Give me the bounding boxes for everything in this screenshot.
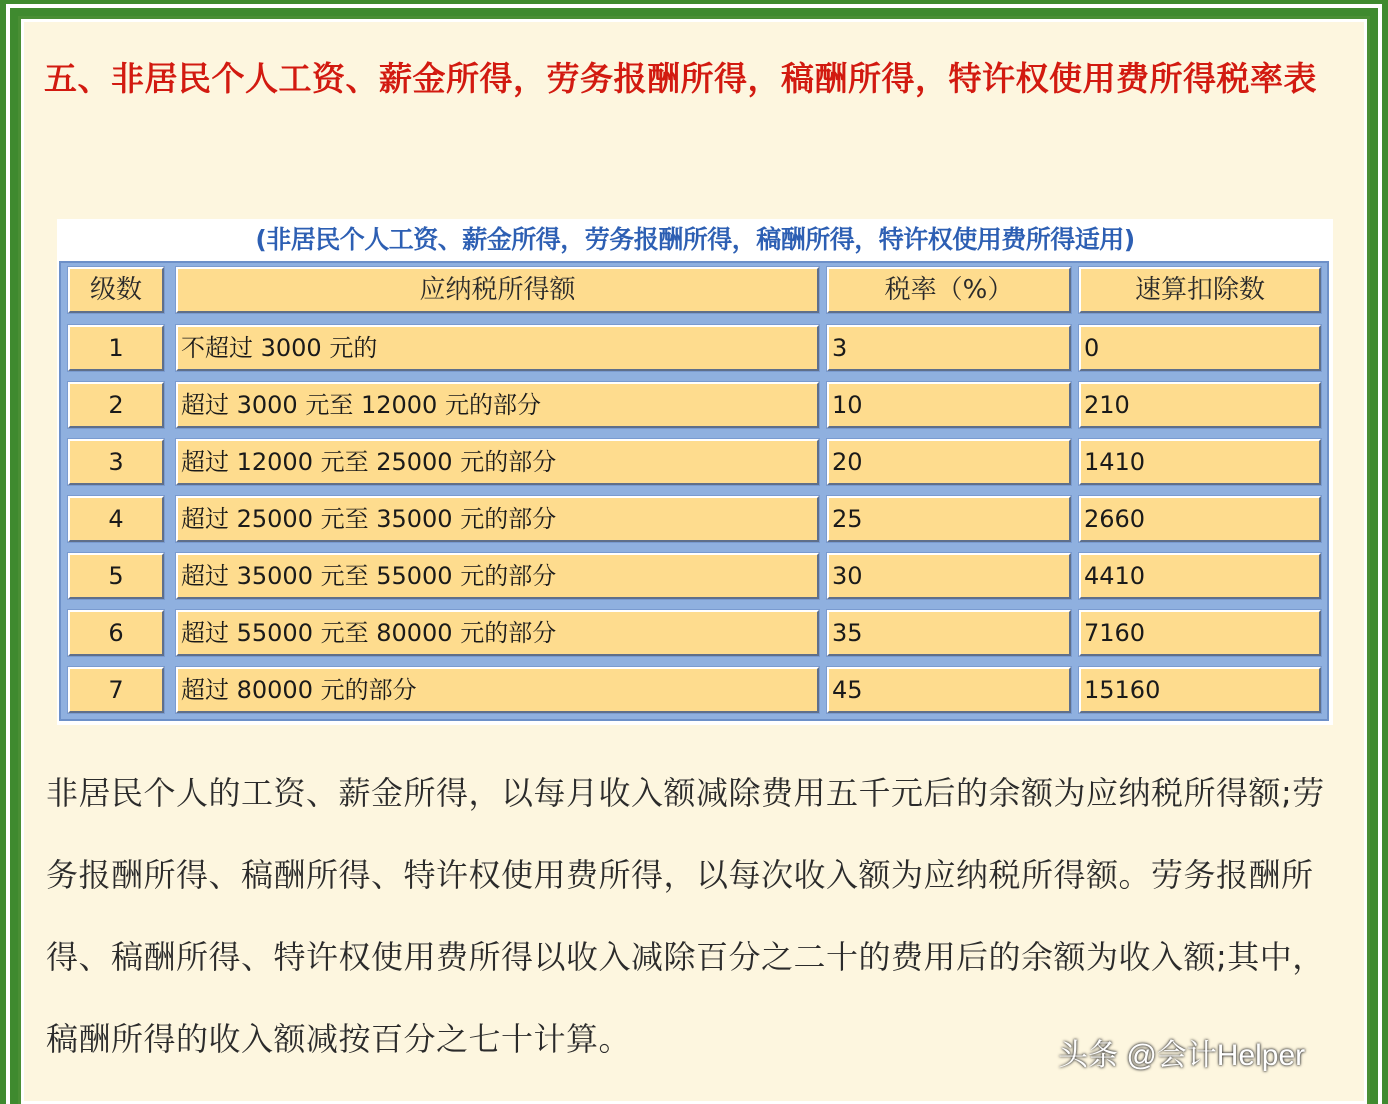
row-quick-deduction: 1410 [1079,439,1321,485]
row-level: 6 [68,610,164,656]
row-taxable-income: 超过 12000 元至 25000 元的部分 [176,439,819,485]
watermark: 头条 @会计Helper [1058,1039,1306,1072]
row-taxable-income: 不超过 3000 元的 [176,325,819,371]
row-level: 5 [68,553,164,599]
row-level: 1 [68,325,164,371]
row-level: 7 [68,667,164,713]
table-caption: (非居民个人工资、薪金所得，劳务报酬所得，稿酬所得，特许权使用费所得适用) [255,225,1135,254]
header-quick-deduction: 速算扣除数 [1079,267,1321,313]
row-tax-rate: 30 [827,553,1071,599]
header-level: 级数 [68,267,164,313]
row-tax-rate: 35 [827,610,1071,656]
row-taxable-income: 超过 3000 元至 12000 元的部分 [176,382,819,428]
row-quick-deduction: 0 [1079,325,1321,371]
row-quick-deduction: 210 [1079,382,1321,428]
row-tax-rate: 3 [827,325,1071,371]
tax-rate-table [57,219,1333,725]
header-taxable-income: 应纳税所得额 [176,267,819,313]
row-quick-deduction: 15160 [1079,667,1321,713]
row-taxable-income: 超过 25000 元至 35000 元的部分 [176,496,819,542]
section-heading: 五、非居民个人工资、薪金所得，劳务报酬所得，稿酬所得，特许权使用费所得税率表 [44,59,1317,98]
row-taxable-income: 超过 80000 元的部分 [176,667,819,713]
row-quick-deduction: 7160 [1079,610,1321,656]
table-grid [59,261,1329,721]
row-tax-rate: 25 [827,496,1071,542]
explanation-paragraph: 非居民个人的工资、薪金所得，以每月收入额减除费用五千元后的余额为应纳税所得额;劳务报酬所得、稿酬所得、特许权使用费所得，以每次收入额为应纳税所得额。劳务报酬所得、稿酬所得、特许权使用费所得以收入减除百分之二十的费用后的余额为收入额;其中，稿酬所得的收入额减按百分之七十计算。 [46,774,1325,1058]
row-tax-rate: 10 [827,382,1071,428]
row-taxable-income: 超过 35000 元至 55000 元的部分 [176,553,819,599]
row-taxable-income: 超过 55000 元至 80000 元的部分 [176,610,819,656]
row-quick-deduction: 2660 [1079,496,1321,542]
row-level: 3 [68,439,164,485]
row-level: 2 [68,382,164,428]
row-tax-rate: 20 [827,439,1071,485]
row-level: 4 [68,496,164,542]
row-tax-rate: 45 [827,667,1071,713]
row-quick-deduction: 4410 [1079,553,1321,599]
header-tax-rate: 税率（%） [827,267,1071,313]
